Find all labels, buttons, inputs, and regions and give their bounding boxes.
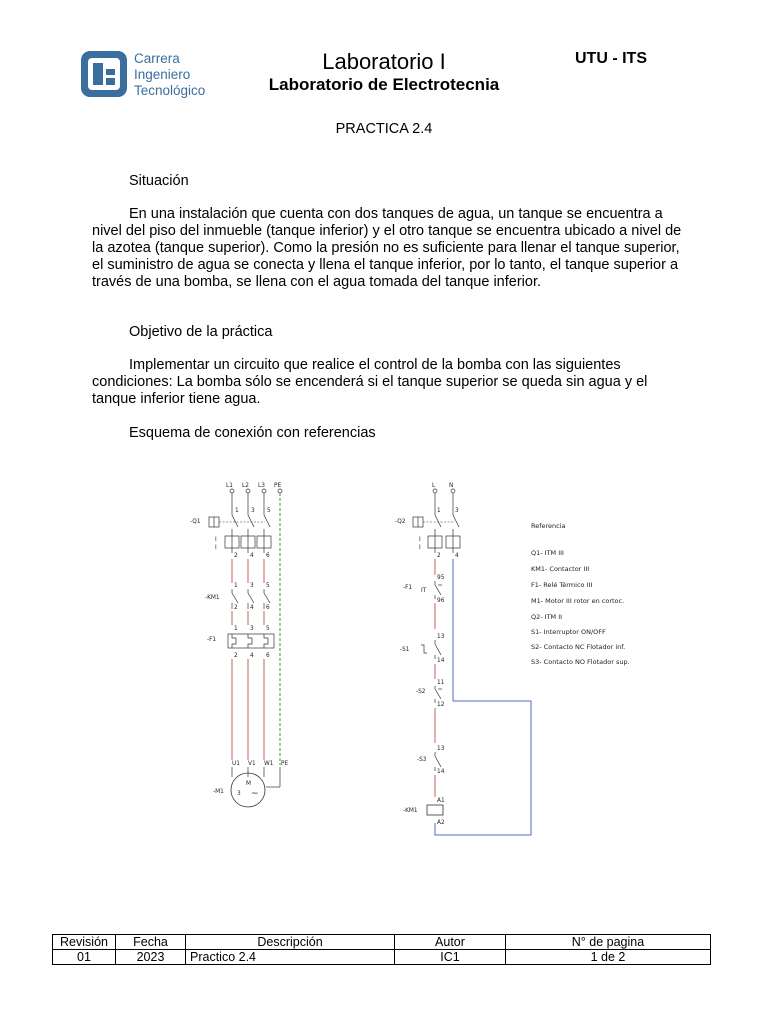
svg-text:5: 5 [266,583,270,589]
svg-text:1: 1 [234,583,238,589]
svg-text:Q1- ITM III: Q1- ITM III [531,549,564,557]
svg-text:IT: IT [421,588,427,594]
revision-table-row: 01 2023 Practico 2.4 IC1 1 de 2 [53,950,711,965]
svg-text:14: 14 [437,769,445,775]
svg-text:S1- Interruptor ON/OFF: S1- Interruptor ON/OFF [531,628,606,636]
svg-text:1: 1 [437,508,441,514]
svg-text:V1: V1 [248,761,256,767]
svg-text:-M1: -M1 [213,789,224,795]
svg-text:L3: L3 [258,483,265,489]
svg-text:-F1: -F1 [403,585,413,591]
svg-text:L2: L2 [242,483,249,489]
svg-text:S3- Contacto NO Flotador sup.: S3- Contacto NO Flotador sup. [531,658,630,666]
svg-text:3: 3 [251,508,255,514]
svg-text:W1: W1 [264,761,274,767]
svg-text:3: 3 [237,791,241,797]
svg-text:A2: A2 [437,820,445,826]
svg-text:I: I [215,537,217,543]
svg-text:N: N [449,483,454,489]
svg-text:4: 4 [455,553,459,559]
svg-text:U1: U1 [232,761,240,767]
svg-text:~: ~ [251,789,259,799]
svg-text:S2- Contacto NC Flotador inf.: S2- Contacto NC Flotador inf. [531,643,626,651]
svg-text:-S2: -S2 [416,689,426,695]
svg-text:14: 14 [437,658,445,664]
svg-text:M1- Motor III rotor en cortoc.: M1- Motor III rotor en cortoc. [531,597,625,605]
svg-text:-F1: -F1 [207,637,217,643]
svg-text:-S3: -S3 [417,757,427,763]
situation-heading: Situación [129,173,189,189]
svg-text:-Q2: -Q2 [395,519,406,525]
svg-text:I: I [215,545,217,551]
svg-text:12: 12 [437,702,445,708]
svg-text:-KM1: -KM1 [205,595,220,601]
svg-text:L: L [432,483,436,489]
svg-text:PE: PE [281,761,289,767]
svg-text:M: M [246,781,252,787]
page-title: Laboratorio I [322,49,446,74]
svg-text:Referencia: Referencia [531,522,566,530]
reference-legend [531,522,630,666]
svg-text:4: 4 [250,653,254,659]
svg-text:2: 2 [437,553,441,559]
revision-table-header: Revisión Fecha Descripción Autor N° de pagina [53,935,711,950]
svg-text:KM1- Contactor III: KM1- Contactor III [531,565,590,573]
objective-text: Implementar un circuito que realice el control de la bomba con las siguientes condiciones: La bomba sólo se encenderá si el tanque superior se queda sin agua y el tanque inferior tiene agua. [92,357,648,407]
svg-text:I: I [419,537,421,543]
svg-text:4: 4 [250,605,254,611]
svg-text:I: I [419,545,421,551]
svg-text:5: 5 [267,508,271,514]
svg-text:13: 13 [437,746,445,752]
svg-text:3: 3 [250,626,254,632]
connection-diagram [190,475,675,855]
svg-text:5: 5 [266,626,270,632]
svg-text:F1- Relé Térmico III: F1- Relé Térmico III [531,581,593,589]
svg-text:96: 96 [437,598,445,604]
page-subtitle: Laboratorio de Electrotecnia [268,75,500,94]
svg-text:L1: L1 [226,483,233,489]
svg-text:6: 6 [266,553,270,559]
situation-text: En una instalación que cuenta con dos tanques de agua, un tanque se encuentra a nivel del piso del inmueble (tanque inferior) y el otro tanque se encuentra ubicado a nivel de la azotea (tanque superior). Como la presión no es suficiente para llenar el tanque superior, el suministro de agua se conecta y llena el tanque inferior, por lo tanto, el tanque superior a través de una bomba, se llena con el agua tomada del tanque inferior. [92,206,682,290]
svg-text:11: 11 [437,680,445,686]
svg-text:2: 2 [234,605,238,611]
svg-text:2: 2 [234,553,238,559]
svg-text:1: 1 [234,626,238,632]
svg-text:95: 95 [437,575,445,581]
svg-text:13: 13 [437,634,445,640]
svg-text:1: 1 [235,508,239,514]
svg-text:-KM1: -KM1 [403,808,418,814]
svg-text:6: 6 [266,605,270,611]
diagram-heading: Esquema de conexión con referencias [129,425,376,441]
svg-text:4: 4 [250,553,254,559]
svg-text:-S1: -S1 [400,647,410,653]
svg-text:2: 2 [234,653,238,659]
control-circuit [395,483,531,835]
practice-label: PRACTICA 2.4 [335,121,433,137]
institution-tag: UTU - ITS [575,50,647,67]
svg-text:A1: A1 [437,798,445,804]
objective-heading: Objetivo de la práctica [129,324,273,340]
logo-text: Carrera Ingeniero Tecnológico [134,51,206,98]
svg-text:3: 3 [250,583,254,589]
svg-text:3: 3 [455,508,459,514]
svg-text:6: 6 [266,653,270,659]
svg-text:Q2- ITM II: Q2- ITM II [531,613,563,621]
svg-text:PE: PE [274,483,282,489]
power-circuit [190,483,288,807]
revision-table [52,934,711,965]
svg-text:-Q1: -Q1 [190,519,201,525]
